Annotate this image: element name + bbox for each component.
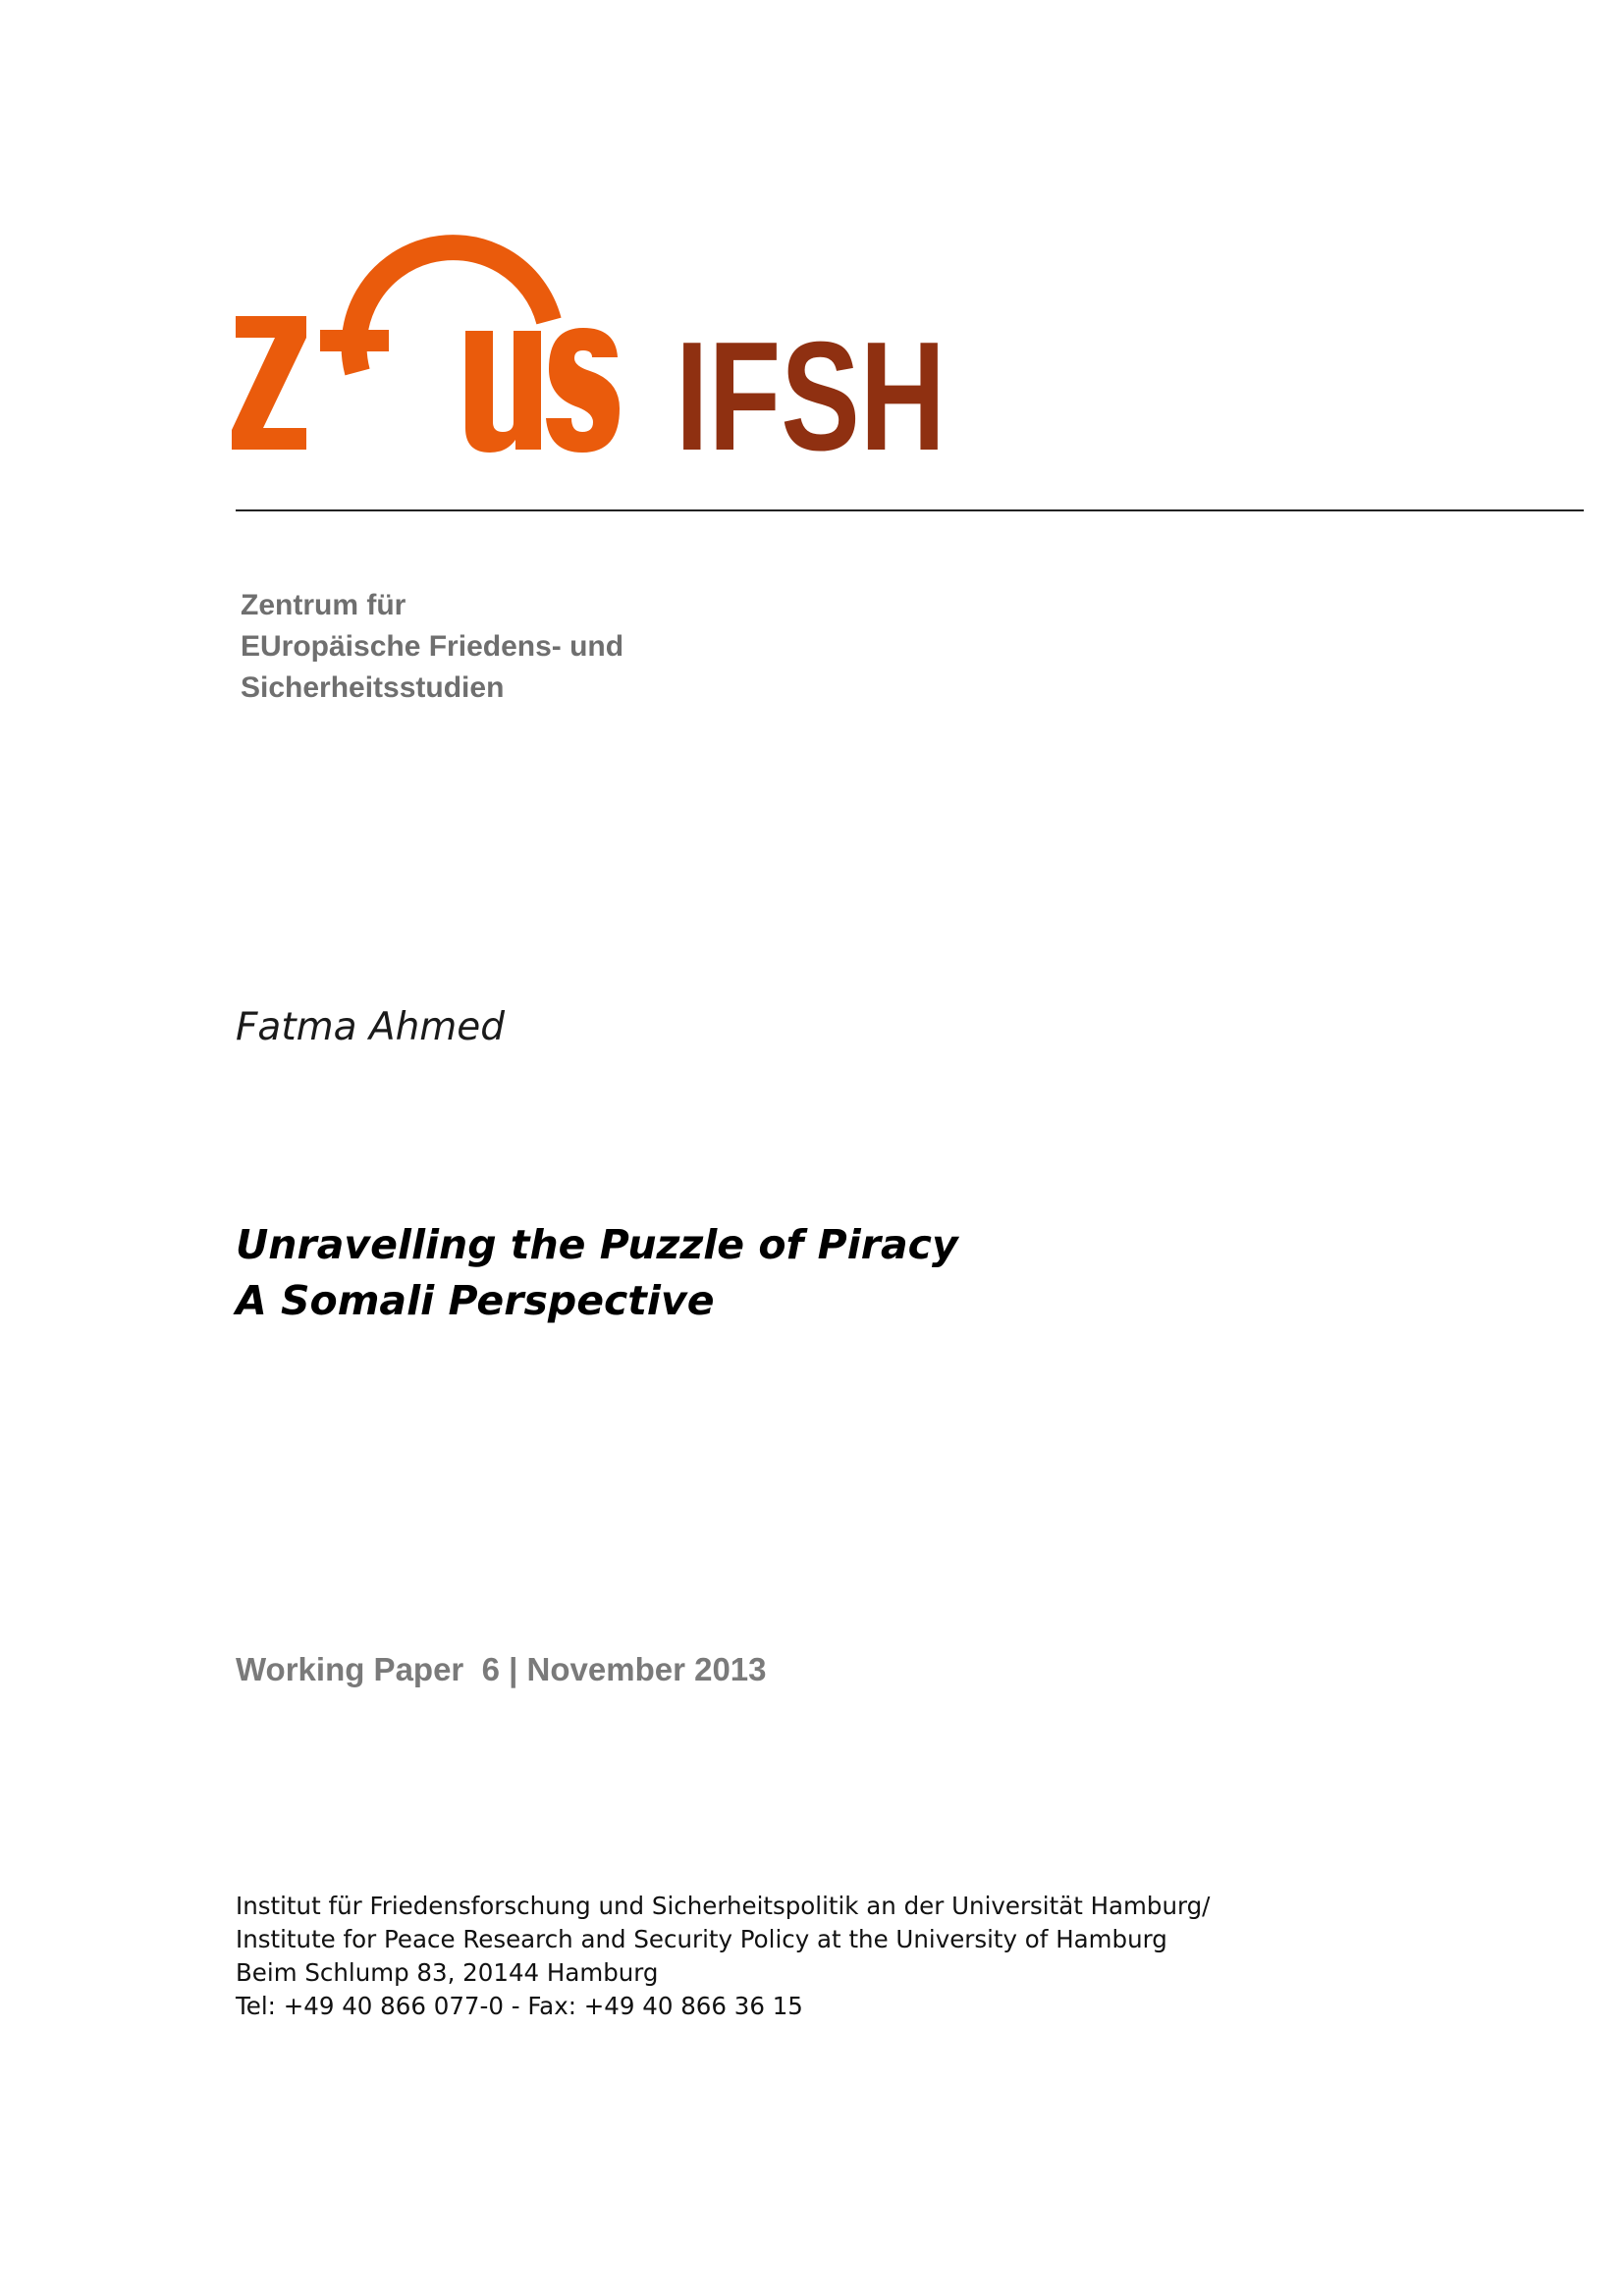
subtitle-line: A Somali Perspective <box>236 1277 715 1324</box>
address-line: Tel: +49 40 866 077-0 - Fax: +49 40 866 36 15 <box>236 1992 803 2020</box>
ifsh-logo-text: IFSH <box>676 310 946 483</box>
center-name-line: Sicherheitsstudien <box>241 671 505 704</box>
center-name-line: Zentrum für <box>241 589 406 621</box>
institute-address <box>236 1890 1210 2023</box>
paper-title <box>236 1217 958 1329</box>
author-name: Fatma Ahmed <box>236 1005 506 1049</box>
center-name-line: EUropäische Friedens- und <box>241 630 624 663</box>
center-name <box>241 585 623 709</box>
header-divider <box>236 509 1584 511</box>
address-line: Beim Schlump 83, 20144 Hamburg <box>236 1958 659 1987</box>
series-info: Working Paper 6 | November 2013 <box>236 1651 767 1687</box>
logo-graphic <box>230 208 947 483</box>
title-line: Unravelling the Puzzle of Piracy <box>236 1221 958 1268</box>
zeus-ifsh-logo <box>230 208 947 483</box>
address-line: Institut für Friedensforschung und Sicherheitspolitik an der Universität Hamburg/ <box>236 1892 1211 1920</box>
address-line: Institute for Peace Research and Security Policy at the University of Hamburg <box>236 1925 1167 1953</box>
